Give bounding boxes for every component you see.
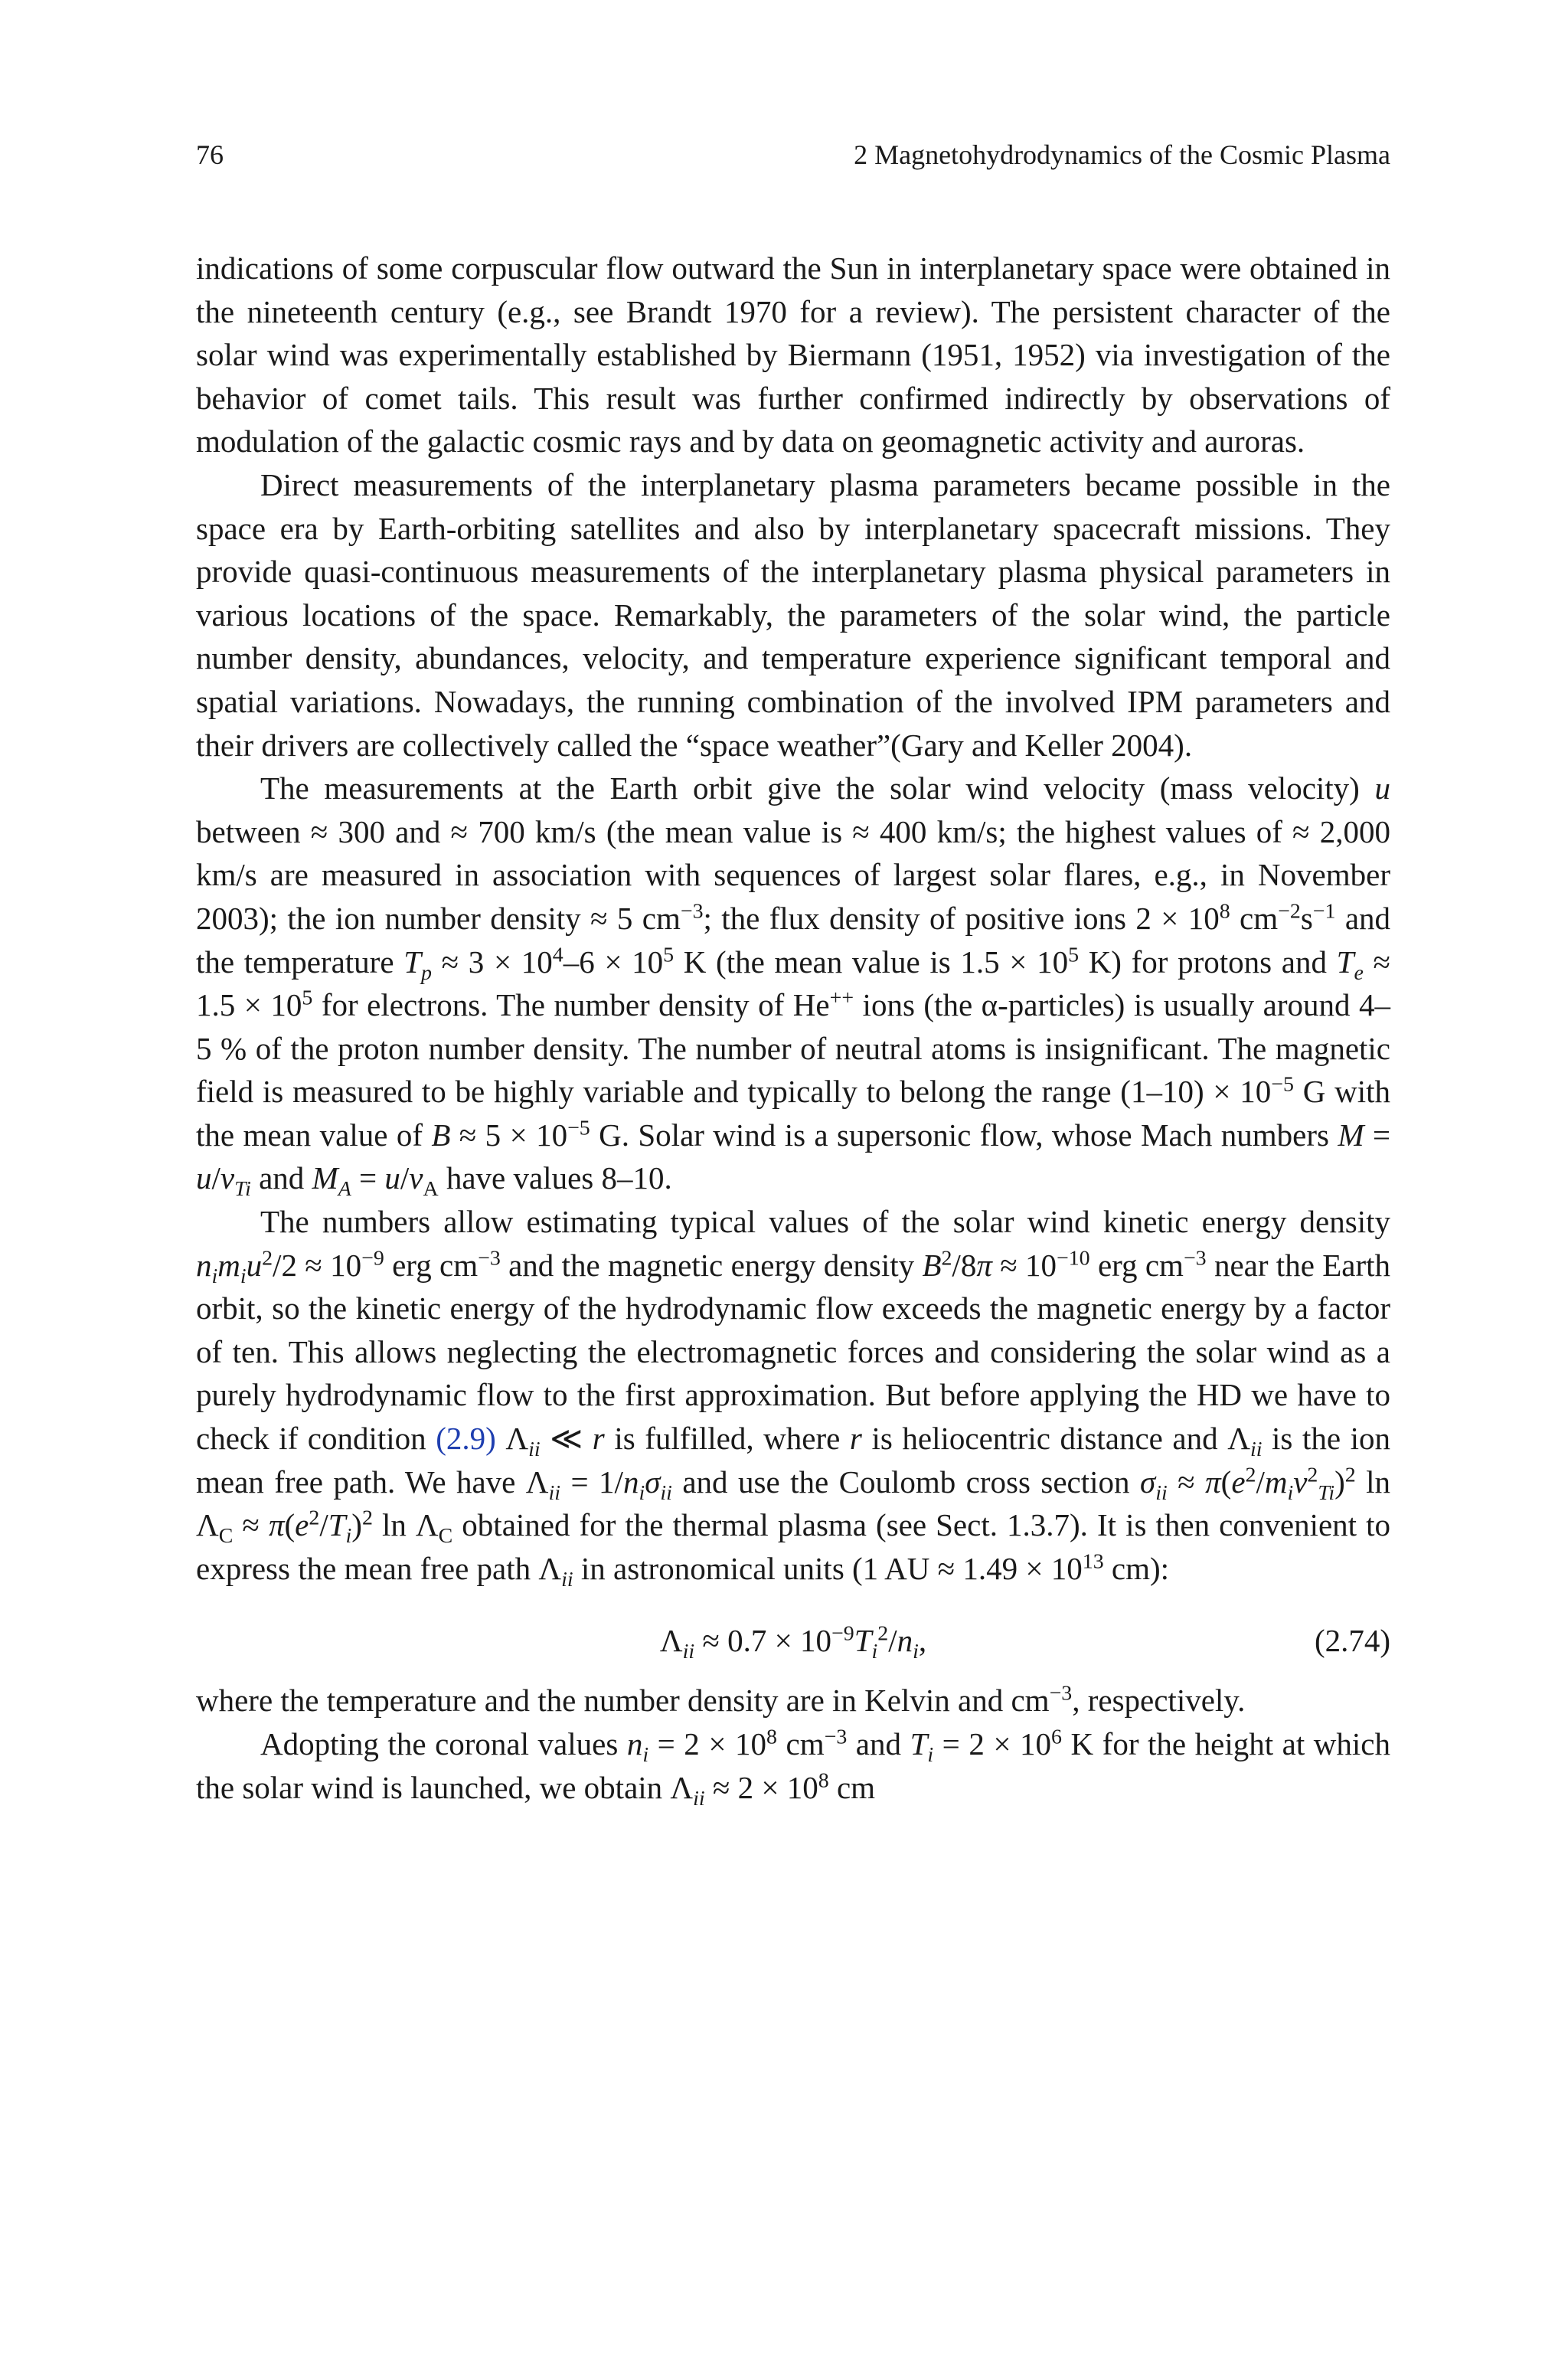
running-head: 2 Magnetohydrodynamics of the Cosmic Plasma xyxy=(854,139,1390,170)
page-number: 76 xyxy=(196,139,224,170)
equation-reference-link[interactable]: (2.9) xyxy=(436,1421,496,1457)
equation-number: (2.74) xyxy=(1314,1623,1390,1659)
equation-body: $\Lambda_{ii} \approx 0.7 \times 10^{-9}T_i^2/n_i$, xyxy=(659,1621,927,1664)
equation-2-74 xyxy=(196,1598,1390,1674)
paragraph-2: Direct measurements of the interplanetary plasma parameters became possible in the space era by Earth-orbiting satellites and also by interplanetary spacecraft missions. They provide quasi-continuous measurements of the interplanetary plasma physical parameters in various locations of the space. Remarkably, the parameters of the solar wind, the particle number density, abundances, velocity, and temperature experience significant temporal and spatial variations. Nowadays, the running combination of the involved IPM parameters and their drivers are collectively called the “space weather”(Gary and Keller 2004). xyxy=(196,466,1390,763)
paragraph-4: The numbers allow estimating typical values of the solar wind kinetic energy density $n_im_iu^2/2 \approx 10^{-9}$ erg $cm^{-3}$ and the magnetic energy density $B^2/8\pi \approx 10^{-10}$ erg $cm^{-3}$ near the Earth orbit, so the kinetic energy of the hydrodynamic flow exceeds the magnetic energy by a factor of ten. This allows neglecting the electromagnetic forces and considering the solar wind as a purely hydrodynamic flow to the first approximation. But before applying the HD we have to check if condition (2.9) $\Lambda_{ii}$ ≪ r is fulfilled, where r is heliocentric distance and $\Lambda_{ii}$ is the ion mean free path. We have $\Lambda_{ii} = 1/n_i\sigma_{ii}$ and use the Coulomb cross section $\sigma_{ii} \approx \pi(e^2/m_iv^2_{Ti})^2$ $\ln \Lambda_C \approx \pi(e^2/T_i)^2$ $\ln \Lambda_C$ obtained for the thermal plasma (see Sect. 1.3.7). It is then convenient to express the mean free path $\Lambda_{ii}$ in astronomical units (1 AU ≈ $1.49 \times 10^{13}$ cm): xyxy=(196,1204,1391,1591)
paragraph-1: indications of some corpuscular flow outward the Sun in interplanetary space were obtained in the nineteenth century (e.g., see Brandt 1970 for a review). The persistent character of the solar wind was experimentally established by Biermann (1951, 1952) via investigation of the behavior of comet tails. This result was further confirmed indirectly by observations of modulation of the galactic cosmic rays and by data on geomagnetic activity and auroras. xyxy=(196,250,1390,460)
paragraph-3: The measurements at the Earth orbit give the solar wind velocity (mass velocity) u between ≈ 300 and ≈ 700 km/s (the mean value is ≈ 400 km/s; the highest values of ≈ 2,000 km/s are measured in association with sequences of largest solar flares, e.g., in November 2003); the ion number density ≈ 5 $cm^{-3}$; the flux density of positive ions $2 \times 10^8$ $cm^{-2}s^{-1}$ and the temperature $T_p \approx 3 \times 10^4-6 \times 10^5$ K (the mean value is $1.5 \times 10^5$ K) for protons and $T_e \approx 1.5 \times 10^5$ for electrons. The number density of He++ ions (the α-particles) is usually around 4–5 % of the proton number density. The number of neutral atoms is insignificant. The magnetic field is measured to be highly variable and typically to belong the range $(1-10) \times 10^{-5}$ G with the mean value of $B \approx 5 \times 10^{-5}$ G. Solar wind is a supersonic flow, whose Mach numbers $M = u/v_{Ti}$ and $M_A = u/v_A$ have values 8–10. xyxy=(196,770,1391,1202)
body-text xyxy=(196,247,1390,1809)
paragraph-6: Adopting the coronal values $n_i = 2 \times 10^8$ $cm^{-3}$ and $T_i = 2 \times 10^6$ K for the height at which the solar wind is launched, we obtain $\Lambda_{ii} \approx 2 \times 10^8$ cm xyxy=(196,1725,1391,1810)
paragraph-5: where the temperature and the number density are in Kelvin and $cm^{-3}$, respectively. xyxy=(196,1681,1246,1719)
